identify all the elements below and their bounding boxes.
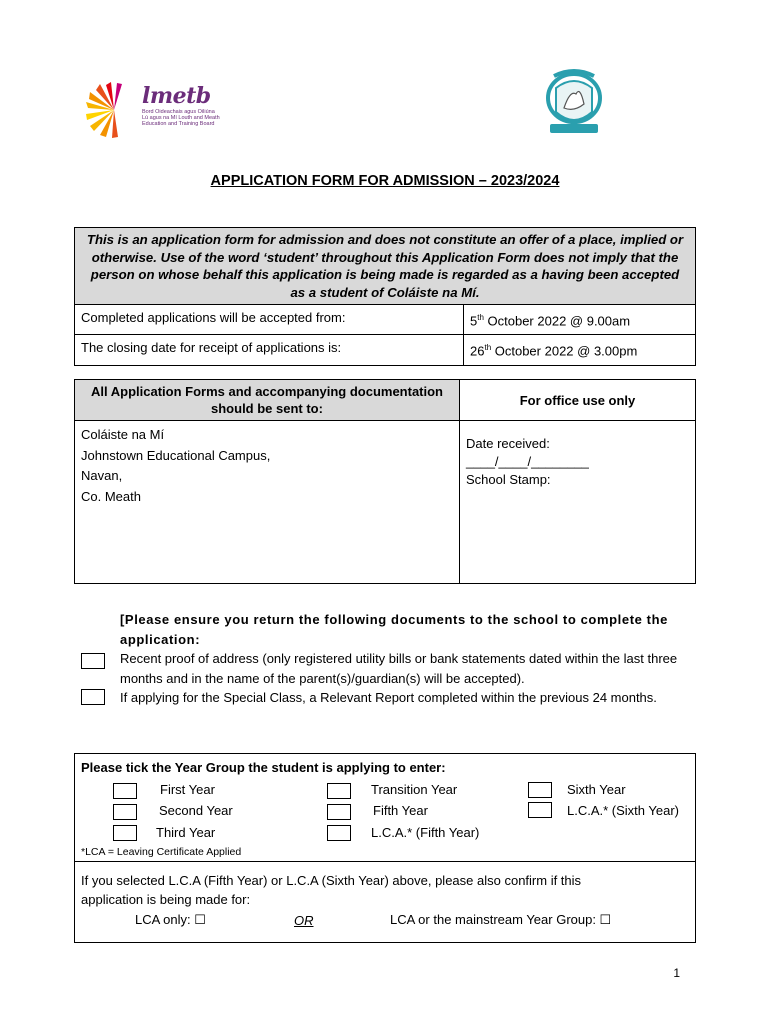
date-received-field[interactable]: ____/____/________ (466, 454, 589, 469)
first-year-label: First Year (160, 782, 215, 797)
send-to-header: All Application Forms and accompanying documentation should be sent to: (75, 380, 460, 421)
year-group-box (74, 753, 696, 943)
school-address: Coláiste na Mí Johnstown Educational Campus, Navan, Co. Meath (75, 421, 460, 584)
fifth-year-label: Fifth Year (373, 803, 428, 818)
first-year-checkbox[interactable] (113, 783, 137, 799)
lca-fifth-year-checkbox[interactable] (327, 825, 351, 841)
year-group-prompt: Please tick the Year Group the student is applying to enter: (81, 760, 446, 775)
lca-footnote: *LCA = Leaving Certificate Applied (81, 846, 242, 858)
logo-wordmark: lmetb (142, 83, 211, 109)
special-class-checkbox[interactable] (81, 689, 105, 705)
page-number: 1 (673, 966, 680, 980)
address-table (74, 379, 696, 584)
documents-intro: [Please ensure you return the following documents to the school to complete the application: (120, 612, 668, 647)
lca-question: If you selected L.C.A (Fifth Year) or L.C.A (Sixth Year) above, please also confirm if this application is being made for: (81, 873, 582, 907)
logo-subtitle: Bord Oideachais agus Oiliúna Lú agus na Mí Louth and Meath Education and Training Board (142, 109, 220, 127)
third-year-checkbox[interactable] (113, 825, 137, 841)
divider (75, 861, 695, 862)
document-item-special-class: If applying for the Special Class, a Relevant Report completed within the previous 24 months. (120, 690, 657, 705)
transition-year-checkbox[interactable] (327, 783, 351, 799)
sixth-year-checkbox[interactable] (528, 782, 552, 798)
office-use-area (460, 421, 696, 584)
date-received-label: Date received: (466, 436, 550, 451)
second-year-checkbox[interactable] (113, 804, 137, 820)
school-crest-icon (540, 68, 608, 138)
transition-year-label: Transition Year (371, 782, 458, 797)
lca-fifth-year-label: L.C.A.* (Fifth Year) (371, 825, 480, 840)
open-date-value: 5th October 2022 @ 9.00am (464, 305, 696, 335)
close-date-label: The closing date for receipt of applications is: (75, 335, 464, 365)
close-date-value: 26th October 2022 @ 3.00pm (464, 335, 696, 365)
school-stamp-label: School Stamp: (466, 472, 551, 487)
lca-sixth-year-checkbox[interactable] (528, 802, 552, 818)
sunburst-icon (80, 80, 140, 138)
office-use-header: For office use only (460, 380, 696, 421)
proof-of-address-checkbox[interactable] (81, 653, 105, 669)
sixth-year-label: Sixth Year (567, 782, 626, 797)
notice-table (74, 227, 696, 366)
admission-notice: This is an application form for admission and does not constitute an offer of a place, implied or otherwise. Use of the word ‘student’ throughout this Application Form does not imply that the person on whose behalf this application is being made is regarded as a having been accepted as a student of Coláiste na Mí. (75, 228, 696, 305)
third-year-label: Third Year (156, 825, 216, 840)
form-title: APPLICATION FORM FOR ADMISSION – 2023/2024 (210, 173, 560, 189)
documents-section (120, 610, 698, 708)
lca-or-mainstream-option[interactable]: LCA or the mainstream Year Group: ☐ (390, 912, 612, 927)
fifth-year-checkbox[interactable] (327, 804, 351, 820)
lca-sixth-year-label: L.C.A.* (Sixth Year) (567, 803, 679, 818)
lca-only-option[interactable]: LCA only: ☐ (135, 912, 206, 927)
open-date-label: Completed applications will be accepted from: (75, 305, 464, 335)
document-item-proof-of-address: Recent proof of address (only registered utility bills or bank statements dated within the last three months and in the name of the parent(s)/guardian(s) will be accepted). (120, 651, 678, 686)
second-year-label: Second Year (159, 803, 233, 818)
or-label: OR (294, 913, 314, 928)
lmetb-logo (80, 80, 220, 138)
